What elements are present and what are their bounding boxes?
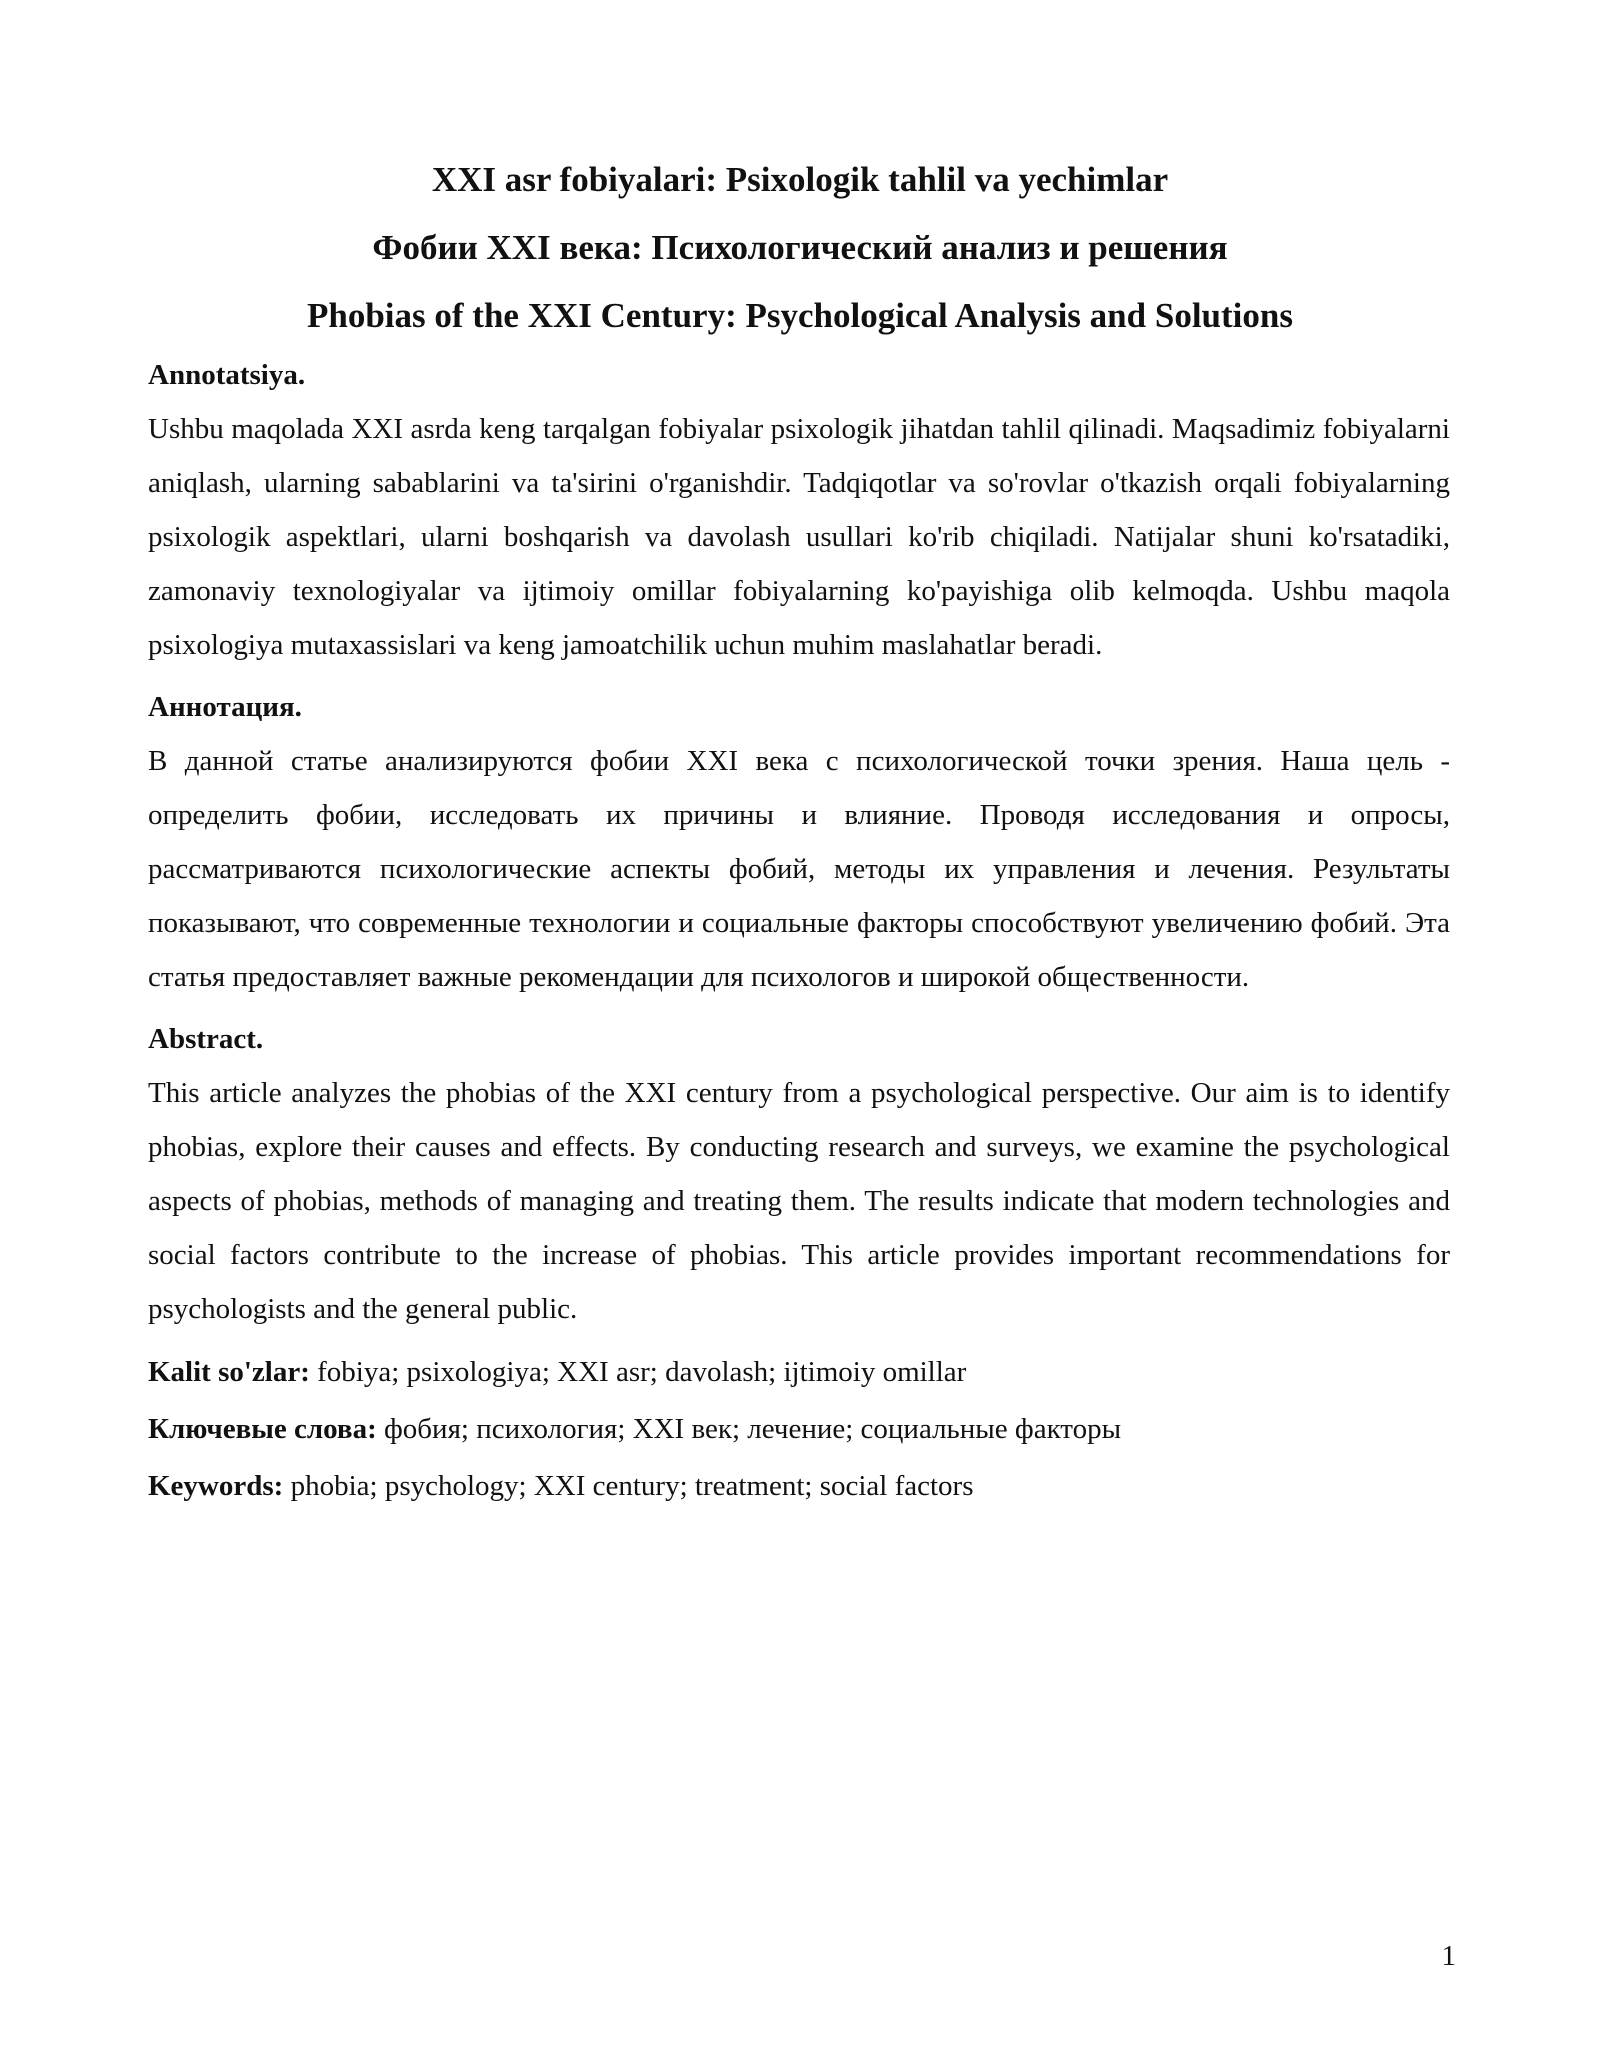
- article-front-matter: [148, 348, 1450, 1515]
- keywords-en-value: phobia; psychology; XXI century; treatment; social factors: [283, 1470, 974, 1502]
- annotation-uz-text: Ushbu maqolada XXI asrda keng tarqalgan fobiyalar psixologik jihatdan tahlil qilinadi. Maqsadimiz fobiyalarni aniqlash, ularning sabablarini va ta'sirini o'rganishdir. Tadqiqotlar va so'rovlar o'tkazish orqali fobiyalarning psixologik aspektlari, ularni boshqarish va davolash usullari ko'rib chiqiladi. Natijalar shuni ko'rsatadiki, zamonaviy texnologiyalar va ijtimoiy omillar fobiyalarning ko'payishiga olib kelmoqda. Ushbu maqola psixologiya mutaxassislari va keng jamoatchilik uchun muhim maslahatlar beradi.: [148, 413, 1450, 661]
- annotation-ru-heading: Аннотация.: [148, 691, 302, 723]
- keywords-ru-label: Ключевые слова:: [148, 1413, 377, 1445]
- annotation-ru-text: В данной статье анализируются фобии XXI века с психологической точки зрения. Наша цель - определить фобии, исследовать их причины и влияние. Проводя исследования и опросы, рассматриваются психологические аспекты фобий, методы их управления и лечения. Результаты показывают, что современные технологии и социальные факторы способствуют увеличению фобий. Эта статья предоставляет важные рекомендации для психологов и широкой общественности.: [148, 745, 1450, 993]
- keywords-en: [148, 1458, 1450, 1515]
- keywords-uz-label: Kalit so'zlar:: [148, 1356, 310, 1388]
- keywords-ru: [148, 1401, 1450, 1458]
- page-number: 1: [1441, 1940, 1456, 1972]
- title-english: Phobias of the XXI Century: Psychological Analysis and Solutions: [307, 296, 1293, 335]
- annotation-uz-heading: Annotatsiya.: [148, 359, 306, 391]
- keywords-ru-value: фобия; психология; XXI век; лечение; социальные факторы: [376, 1413, 1122, 1445]
- title-uzbek: XXI asr fobiyalari: Psixologik tahlil va yechimlar: [431, 160, 1169, 199]
- keywords-en-label: Keywords:: [148, 1470, 284, 1502]
- keywords-uz: [148, 1344, 1450, 1401]
- abstract-en-heading: Abstract.: [148, 1023, 264, 1055]
- keywords-uz-value: fobiya; psixologiya; XXI asr; davolash; ijtimoiy omillar: [309, 1356, 967, 1388]
- title-russian: Фобии XXI века: Психологический анализ и решения: [372, 228, 1228, 267]
- title-block: [0, 146, 1600, 350]
- abstract-en-text: This article analyzes the phobias of the XXI century from a psychological perspective. Our aim is to identify phobias, explore their causes and effects. By conducting research and surveys, we examine the psychological aspects of phobias, methods of managing and treating them. The results indicate that modern technologies and social factors contribute to the increase of phobias. This article provides important recommendations for psychologists and the general public.: [148, 1077, 1450, 1325]
